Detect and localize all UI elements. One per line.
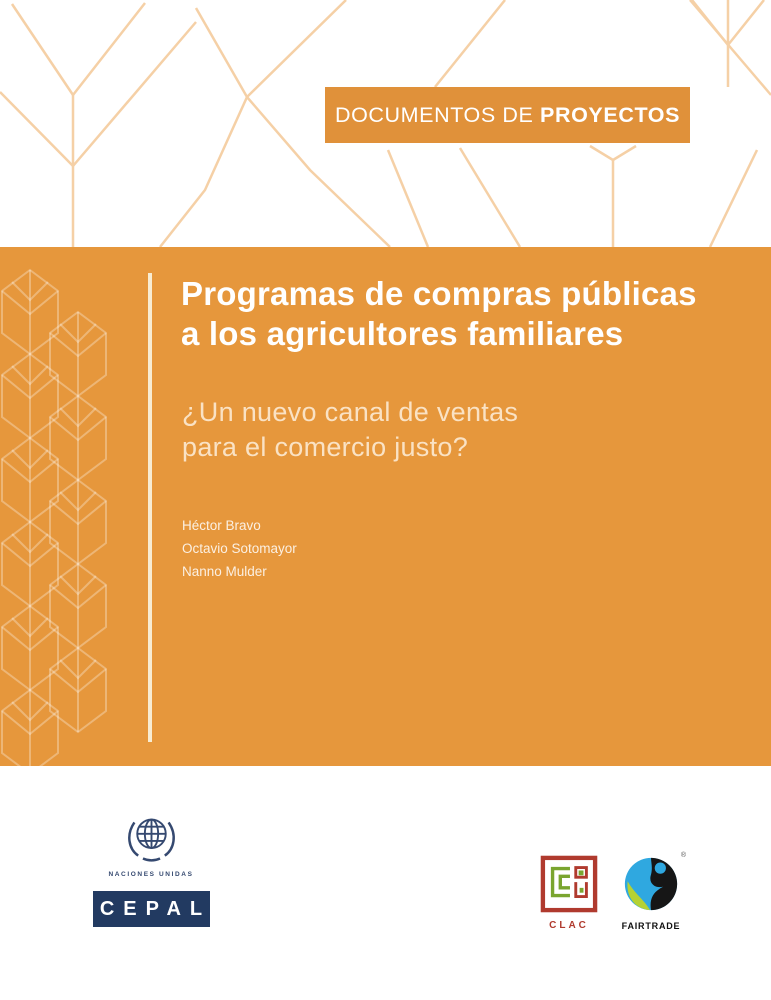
author-name: Nanno Mulder (182, 564, 267, 579)
fairtrade-logo (618, 852, 686, 931)
report-subtitle (182, 395, 518, 465)
hexagon-leaf-pattern (0, 247, 130, 766)
series-banner-label-bold: PROYECTOS (540, 102, 681, 127)
cepal-logo: CEPAL (93, 891, 210, 927)
fairtrade-label: FAIRTRADE (621, 921, 681, 931)
author-name: Héctor Bravo (182, 518, 261, 533)
series-banner (325, 87, 690, 143)
clac-label: CLAC (549, 920, 589, 931)
cover-panel (0, 247, 771, 768)
footer-logos (0, 766, 771, 1000)
report-title-line1: Programas de compras públicas (181, 275, 697, 312)
title-divider-line (148, 273, 152, 742)
report-title-line2: a los agricultores familiares (181, 315, 624, 352)
series-banner-label: DOCUMENTOS DE (334, 102, 541, 127)
author-name: Octavio Sotomayor (182, 541, 297, 556)
clac-logo-icon (540, 855, 598, 913)
registered-mark: ® (680, 852, 686, 859)
report-subtitle-line2: para el comercio justo? (182, 432, 469, 462)
fairtrade-logo-icon (623, 856, 679, 912)
report-subtitle-line1: ¿Un nuevo canal de ventas (182, 397, 519, 427)
authors-list (182, 514, 297, 583)
report-title (181, 274, 697, 354)
un-cepal-logo (86, 811, 216, 927)
clac-logo (539, 855, 599, 931)
un-emblem-icon (123, 811, 180, 868)
un-caption: NACIONES UNIDAS (108, 871, 194, 878)
